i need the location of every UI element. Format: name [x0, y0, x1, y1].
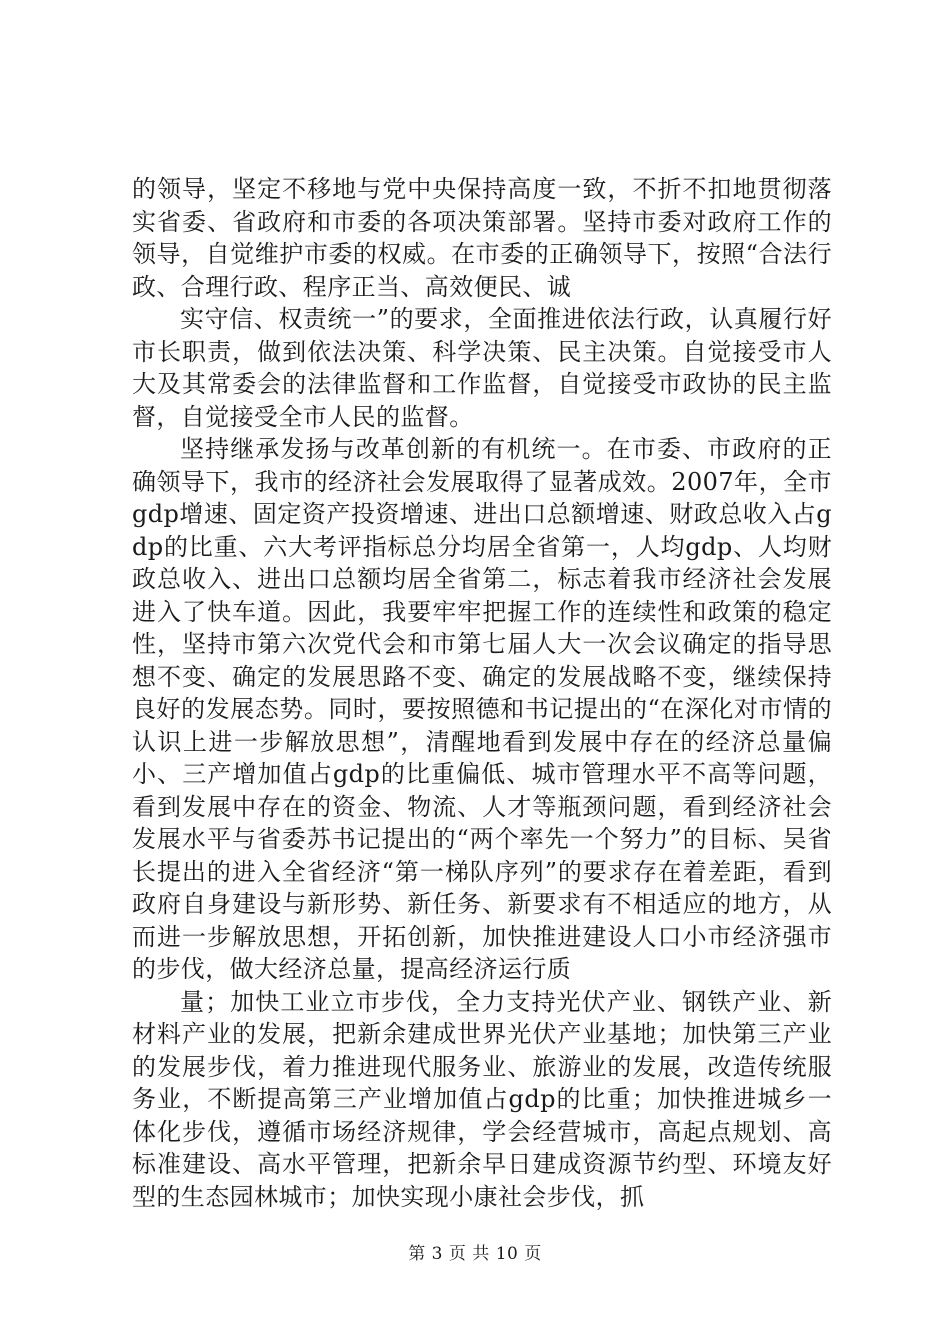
page-number-footer: 第 3 页 共 10 页	[408, 1244, 542, 1264]
document-body	[132, 173, 832, 1213]
paragraph-1: 的领导，坚定不移地与党中央保持高度一致，不折不扣地贯彻落实省委、省政府和市委的各项决策部署。坚持市委对政府工作的领导，自觉维护市委的权威。在市委的正确领导下，按照“合法行政、合理行政、程序正当、高效便民、诚	[132, 175, 832, 301]
paragraph-3: 坚持继承发扬与改革创新的有机统一。在市委、市政府的正确领导下，我市的经济社会发展取得了显著成效。2007年，全市gdp增速、固定资产投资增速、进出口总额增速、财政总收入占gdp的比重、六大考评指标总分均居全省第一，人均gdp、人均财政总收入、进出口总额均居全省第二，标志着我市经济社会发展进入了快车道。因此，我要牢牢把握工作的连续性和政策的稳定性，坚持市第六次党代会和市第七届人大一次会议确定的指导思想不变、确定的发展思路不变、确定的发展战略不变，继续保持良好的发展态势。同时，要按照德和书记提出的“在深化对市情的认识上进一步解放思想”，清醒地看到发展中存在的经济总量偏小、三产增加值占gdp的比重偏低、城市管理水平不高等问题，看到发展中存在的资金、物流、人才等瓶颈问题，看到经济社会发展水平与省委苏书记提出的“两个率先一个努力”的目标、吴省长提出的进入全省经济“第一梯队序列”的要求存在着差距，看到政府自身建设与新形势、新任务、新要求有不相适应的地方，从而进一步解放思想，开拓创新，加快推进建设人口小市经济强市的步伐，做大经济总量，提高经济运行质	[132, 435, 832, 983]
paragraph-2: 实守信、权责统一”的要求，全面推进依法行政，认真履行好市长职责，做到依法决策、科学决策、民主决策。自觉接受市人大及其常委会的法律监督和工作监督，自觉接受市政协的民主监督，自觉接受全市人民的监督。	[132, 305, 832, 431]
paragraph-4: 量；加快工业立市步伐，全力支持光伏产业、钢铁产业、新材料产业的发展，把新余建成世界光伏产业基地；加快第三产业的发展步伐，着力推进现代服务业、旅游业的发展，改造传统服务业，不断提高第三产业增加值占gdp的比重；加快推进城乡一体化步伐，遵循市场经济规律，学会经营城市，高起点规划、高标准建设、高水平管理，把新余早日建成资源节约型、环境友好型的生态园林城市；加快实现小康社会步伐，抓	[132, 987, 832, 1211]
